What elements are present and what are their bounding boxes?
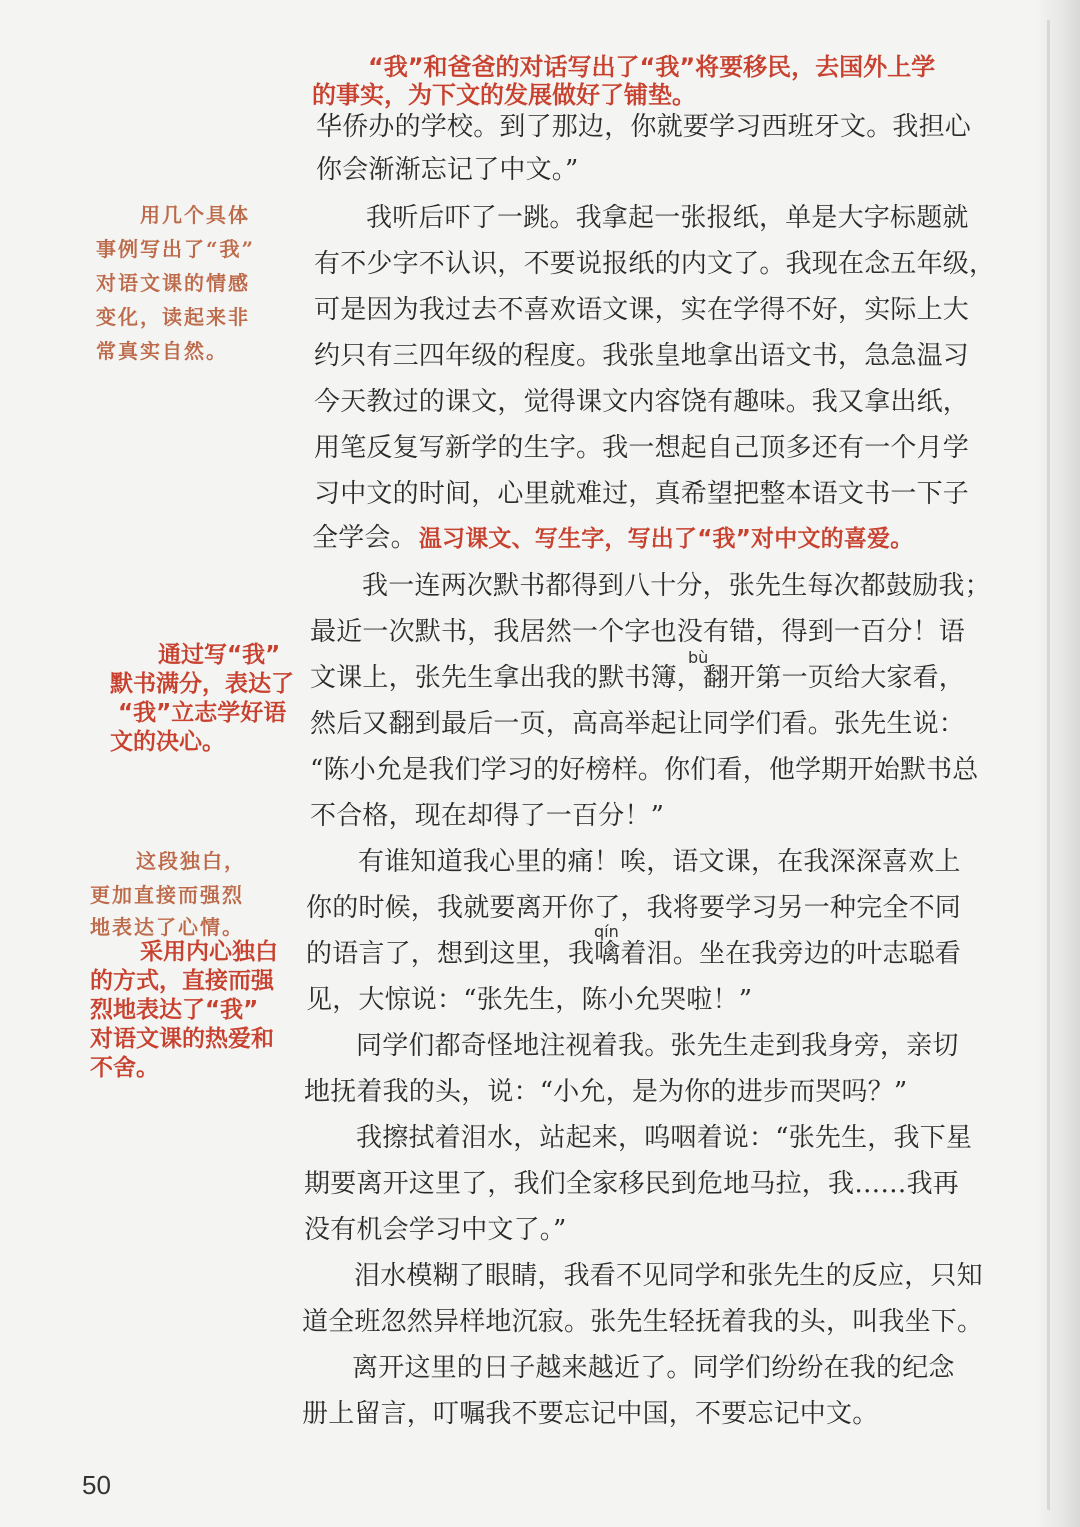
top-annotation-line-1: “我”和爸爸的对话写出了“我”将要移民，去国外上学	[368, 53, 936, 81]
margin-note-line: 不舍。	[90, 1055, 159, 1081]
body-line: 期要离开这里了，我们全家移民到危地马拉，我……我再	[304, 1169, 960, 1199]
body-line: 今天教过的课文，觉得课文内容饶有趣味。我又拿出纸，	[314, 387, 970, 417]
body-line: 华侨办的学校。到了那边，你就要学习西班牙文。我担心	[316, 112, 972, 142]
margin-note-line: 通过写“我”	[158, 642, 281, 668]
body-line: 你的时候，我就要离开你了，我将要学习另一种完全不同	[306, 893, 962, 923]
body-line: 泪水模糊了眼睛，我看不见同学和张先生的反应，只知	[354, 1261, 983, 1291]
body-line: 有不少字不认识，不要说报纸的内文了。我现在念五年级，	[314, 249, 996, 279]
margin-note-line: 烈地表达了“我”	[90, 997, 259, 1023]
handwritten-note-line: 变化，读起来非	[96, 305, 250, 329]
body-line: 我擦拭着泪水，站起来，呜咽着说：“张先生，我下星	[356, 1123, 973, 1153]
handwritten-note-line: 这段独白，	[136, 849, 246, 873]
body-line: 我听后吓了一跳。我拿起一张报纸，单是大字标题就	[366, 203, 969, 233]
body-line: “陈小允是我们学习的好榜样。你们看，他学期开始默书总	[310, 755, 979, 785]
body-line: 用笔反复写新学的生字。我一想起自己顶多还有一个月学	[314, 433, 970, 463]
body-line: 文课上，张先生拿出我的默书簿，翻开第一页给大家看，	[310, 663, 966, 693]
margin-note-line: 的方式，直接而强	[90, 968, 274, 994]
page-edge-line	[1047, 20, 1050, 1510]
page-gutter-shadow	[1034, 0, 1080, 1527]
body-line: 有谁知道我心里的痛！唉，语文课，在我深深喜欢上	[358, 847, 961, 877]
margin-note-line: 默书满分，表达了	[110, 671, 294, 697]
body-line: 的语言了，想到这里，我噙着泪。坐在我旁边的叶志聪看	[306, 939, 962, 969]
handwritten-note-line: 用几个具体	[140, 203, 250, 227]
body-line-text: 全学会。	[312, 523, 417, 553]
body-line: 同学们都奇怪地注视着我。张先生走到我身旁，亲切	[356, 1031, 959, 1061]
handwritten-note-line: 对语文课的情感	[96, 271, 250, 295]
inline-annotation: 温习课文、写生字，写出了“我”对中文的喜爱。	[418, 526, 914, 552]
top-annotation-line-2: 的事实，为下文的发展做好了铺垫。	[312, 81, 696, 109]
handwritten-note-line: 地表达了心情。	[90, 915, 244, 939]
body-line: 我一连两次默书都得到八十分，张先生每次都鼓励我；	[362, 571, 991, 601]
margin-note-line: “我”立志学好语	[118, 700, 287, 726]
body-line	[312, 521, 913, 556]
page-number: 50	[82, 1470, 111, 1500]
body-line: 然后又翻到最后一页，高高举起让同学们看。张先生说：	[310, 709, 966, 739]
margin-note-line: 采用内心独白	[140, 939, 278, 965]
pinyin-bu: bù	[688, 648, 709, 667]
margin-note-line: 对语文课的热爱和	[90, 1026, 274, 1052]
body-line: 地抚着我的头，说：“小允，是为你的进步而哭吗？”	[304, 1077, 908, 1107]
handwritten-note-line: 事例写出了“我”	[96, 237, 256, 261]
pinyin-qin: qín	[594, 922, 619, 941]
body-line: 可是因为我过去不喜欢语文课，实在学得不好，实际上大	[314, 295, 970, 325]
body-line: 没有机会学习中文了。”	[304, 1215, 567, 1245]
body-line: 约只有三四年级的程度。我张皇地拿出语文书，急急温习	[314, 341, 970, 371]
body-line: 道全班忽然异样地沉寂。张先生轻抚着我的头，叫我坐下。	[302, 1307, 984, 1337]
body-line: 不合格，现在却得了一百分！”	[310, 801, 665, 831]
margin-note-line: 文的决心。	[110, 729, 225, 755]
body-line: 册上留言，叮嘱我不要忘记中国，不要忘记中文。	[302, 1399, 879, 1429]
body-line: 最近一次默书，我居然一个字也没有错，得到一百分！语	[310, 617, 966, 647]
handwritten-note-line: 更加直接而强烈	[90, 883, 244, 907]
handwritten-note-line: 常真实自然。	[96, 339, 228, 363]
body-line: 习中文的时间，心里就难过，真希望把整本语文书一下子	[314, 479, 970, 509]
body-line: 你会渐渐忘记了中文。”	[316, 155, 579, 185]
body-line: 见，大惊说：“张先生，陈小允哭啦！”	[306, 985, 753, 1015]
body-line: 离开这里的日子越来越近了。同学们纷纷在我的纪念	[352, 1353, 955, 1383]
